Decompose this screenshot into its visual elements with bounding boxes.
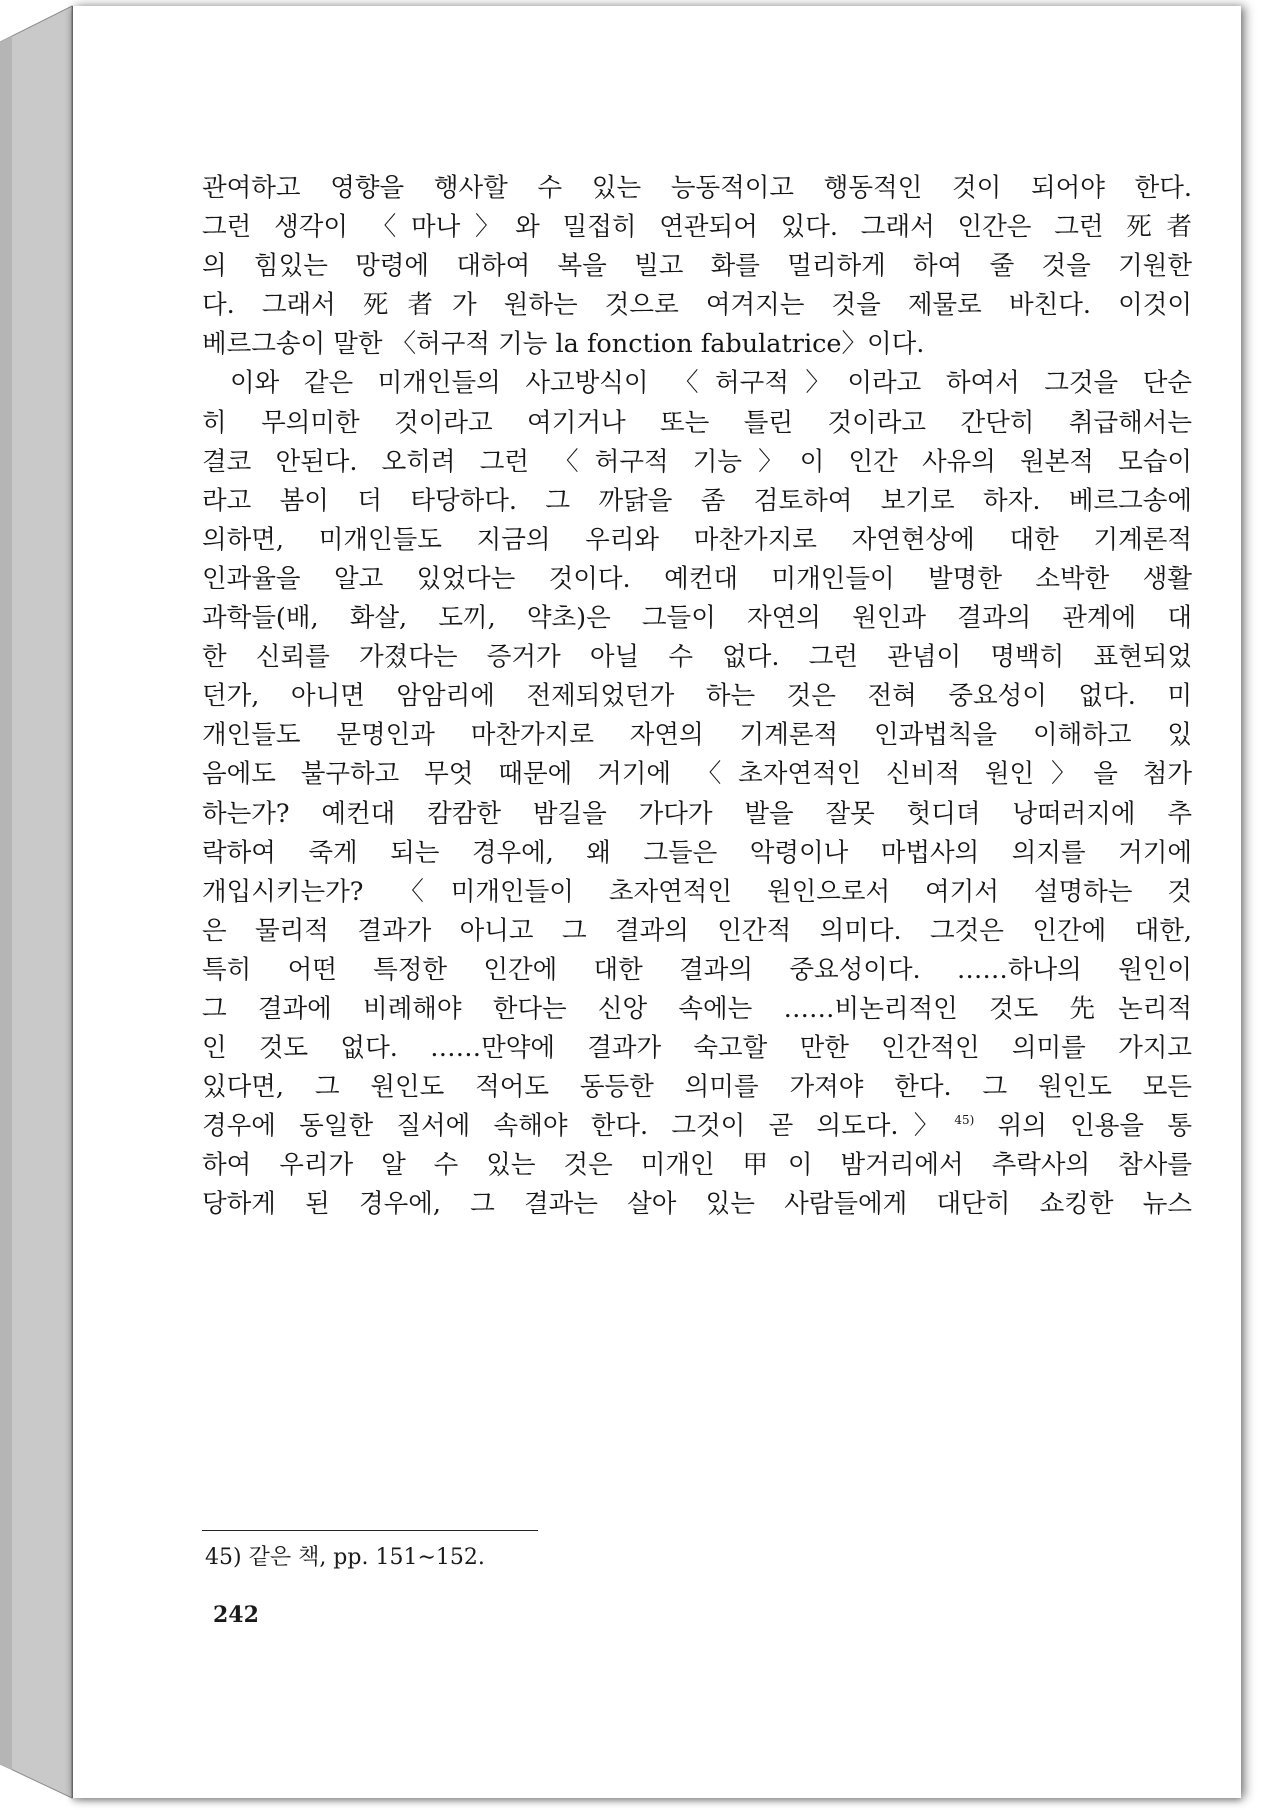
body-text bbox=[202, 169, 1192, 1225]
text-line: 인과율을 알고 있었다는 것이다. 예컨대 미개인들이 발명한 소박한 생활 bbox=[202, 563, 1192, 594]
footnote-reference: 45) bbox=[954, 1113, 975, 1128]
text-line: 음에도 불구하고 무엇 때문에 거기에 〈초자연적인 신비적 원인〉을 첨가 bbox=[202, 759, 1192, 790]
text-line: 락하여 죽게 되는 경우에, 왜 그들은 악령이나 마법사의 의지를 거기에 bbox=[202, 837, 1192, 868]
text-line: 결코 안된다. 오히려 그런 〈허구적 기능〉이 인간 사유의 원본적 모습이 bbox=[202, 446, 1192, 477]
text-line: 하여 우리가 알 수 있는 것은 미개인 甲이 밤거리에서 추락사의 참사를 bbox=[202, 1150, 1192, 1181]
text-line: 당하게 된 경우에, 그 결과는 살아 있는 사람들에게 대단히 쇼킹한 뉴스 bbox=[202, 1189, 1192, 1220]
text-line: 인 것도 없다. ……만약에 결과가 숙고할 만한 인간적인 의미를 가지고 bbox=[202, 1033, 1192, 1064]
text-line: 개입시키는가? 〈미개인들이 초자연적인 원인으로서 여기서 설명하는 것 bbox=[202, 876, 1192, 907]
text-line: 과학들(배, 화살, 도끼, 약초)은 그들이 자연의 원인과 결과의 관계에 대 bbox=[202, 603, 1192, 634]
text-line: 은 물리적 결과가 아니고 그 결과의 인간적 의미다. 그것은 인간에 대한, bbox=[202, 915, 1192, 946]
text-line: 히 무의미한 것이라고 여기거나 또는 틀린 것이라고 간단히 취급해서는 bbox=[202, 407, 1192, 438]
footnote-divider bbox=[202, 1530, 538, 1531]
quote-end: 경우에 동일한 질서에 속해야 한다. 그것이 곧 의도다.〉 bbox=[202, 1111, 955, 1142]
text-line: 그 결과에 비례해야 한다는 신앙 속에는 ……비논리적인 것도 先논리적 bbox=[202, 993, 1192, 1024]
footnote: 45) 같은 책, pp. 151∼152. bbox=[205, 1545, 485, 1570]
text-line-with-footnote bbox=[202, 1107, 1192, 1146]
text-line: 개인들도 문명인과 마찬가지로 자연의 기계론적 인과법칙을 이해하고 있 bbox=[202, 720, 1192, 751]
text-line: 그런 생각이 〈마나〉와 밀접히 연관되어 있다. 그래서 인간은 그런 死者 bbox=[202, 212, 1192, 243]
book-page bbox=[72, 6, 1241, 1798]
text-line: 관여하고 영향을 행사할 수 있는 능동적이고 행동적인 것이 되어야 한다. bbox=[202, 173, 1192, 203]
quote-followup: 위의 인용을 통 bbox=[974, 1111, 1192, 1142]
text-line: 던가, 아니면 암암리에 전제되었던가 하는 것은 전혀 중요성이 없다. 미 bbox=[202, 681, 1192, 712]
text-line: 다. 그래서 死者가 원하는 것으로 여겨지는 것을 제물로 바친다. 이것이 bbox=[202, 290, 1192, 321]
page-number: 242 bbox=[213, 1602, 259, 1628]
text-line: 베르그송이 말한 〈허구적 기능 la fonction fabulatrice〉이다. bbox=[202, 329, 925, 360]
text-line: 라고 봄이 더 타당하다. 그 까닭을 좀 검토하여 보기로 하자. 베르그송에 bbox=[202, 485, 1192, 516]
text-line: 의 힘있는 망령에 대하여 복을 빌고 화를 멀리하게 하여 줄 것을 기원한 bbox=[202, 251, 1192, 282]
text-line: 특히 어떤 특정한 인간에 대한 결과의 중요성이다. ……하나의 원인이 bbox=[202, 954, 1192, 985]
text-line: 있다면, 그 원인도 적어도 동등한 의미를 가져야 한다. 그 원인도 모든 bbox=[202, 1072, 1192, 1103]
text-line: 하는가? 예컨대 캄캄한 밤길을 가다가 발을 잘못 헛디뎌 낭떠러지에 추 bbox=[202, 798, 1192, 829]
text-line: 이와 같은 미개인들의 사고방식이 〈허구적〉이라고 하여서 그것을 단순 bbox=[230, 368, 1192, 399]
text-line: 한 신뢰를 가졌다는 증거가 아닐 수 없다. 그런 관념이 명백히 표현되었 bbox=[202, 642, 1192, 673]
text-line: 의하면, 미개인들도 지금의 우리와 마찬가지로 자연현상에 대한 기계론적 bbox=[202, 524, 1192, 555]
